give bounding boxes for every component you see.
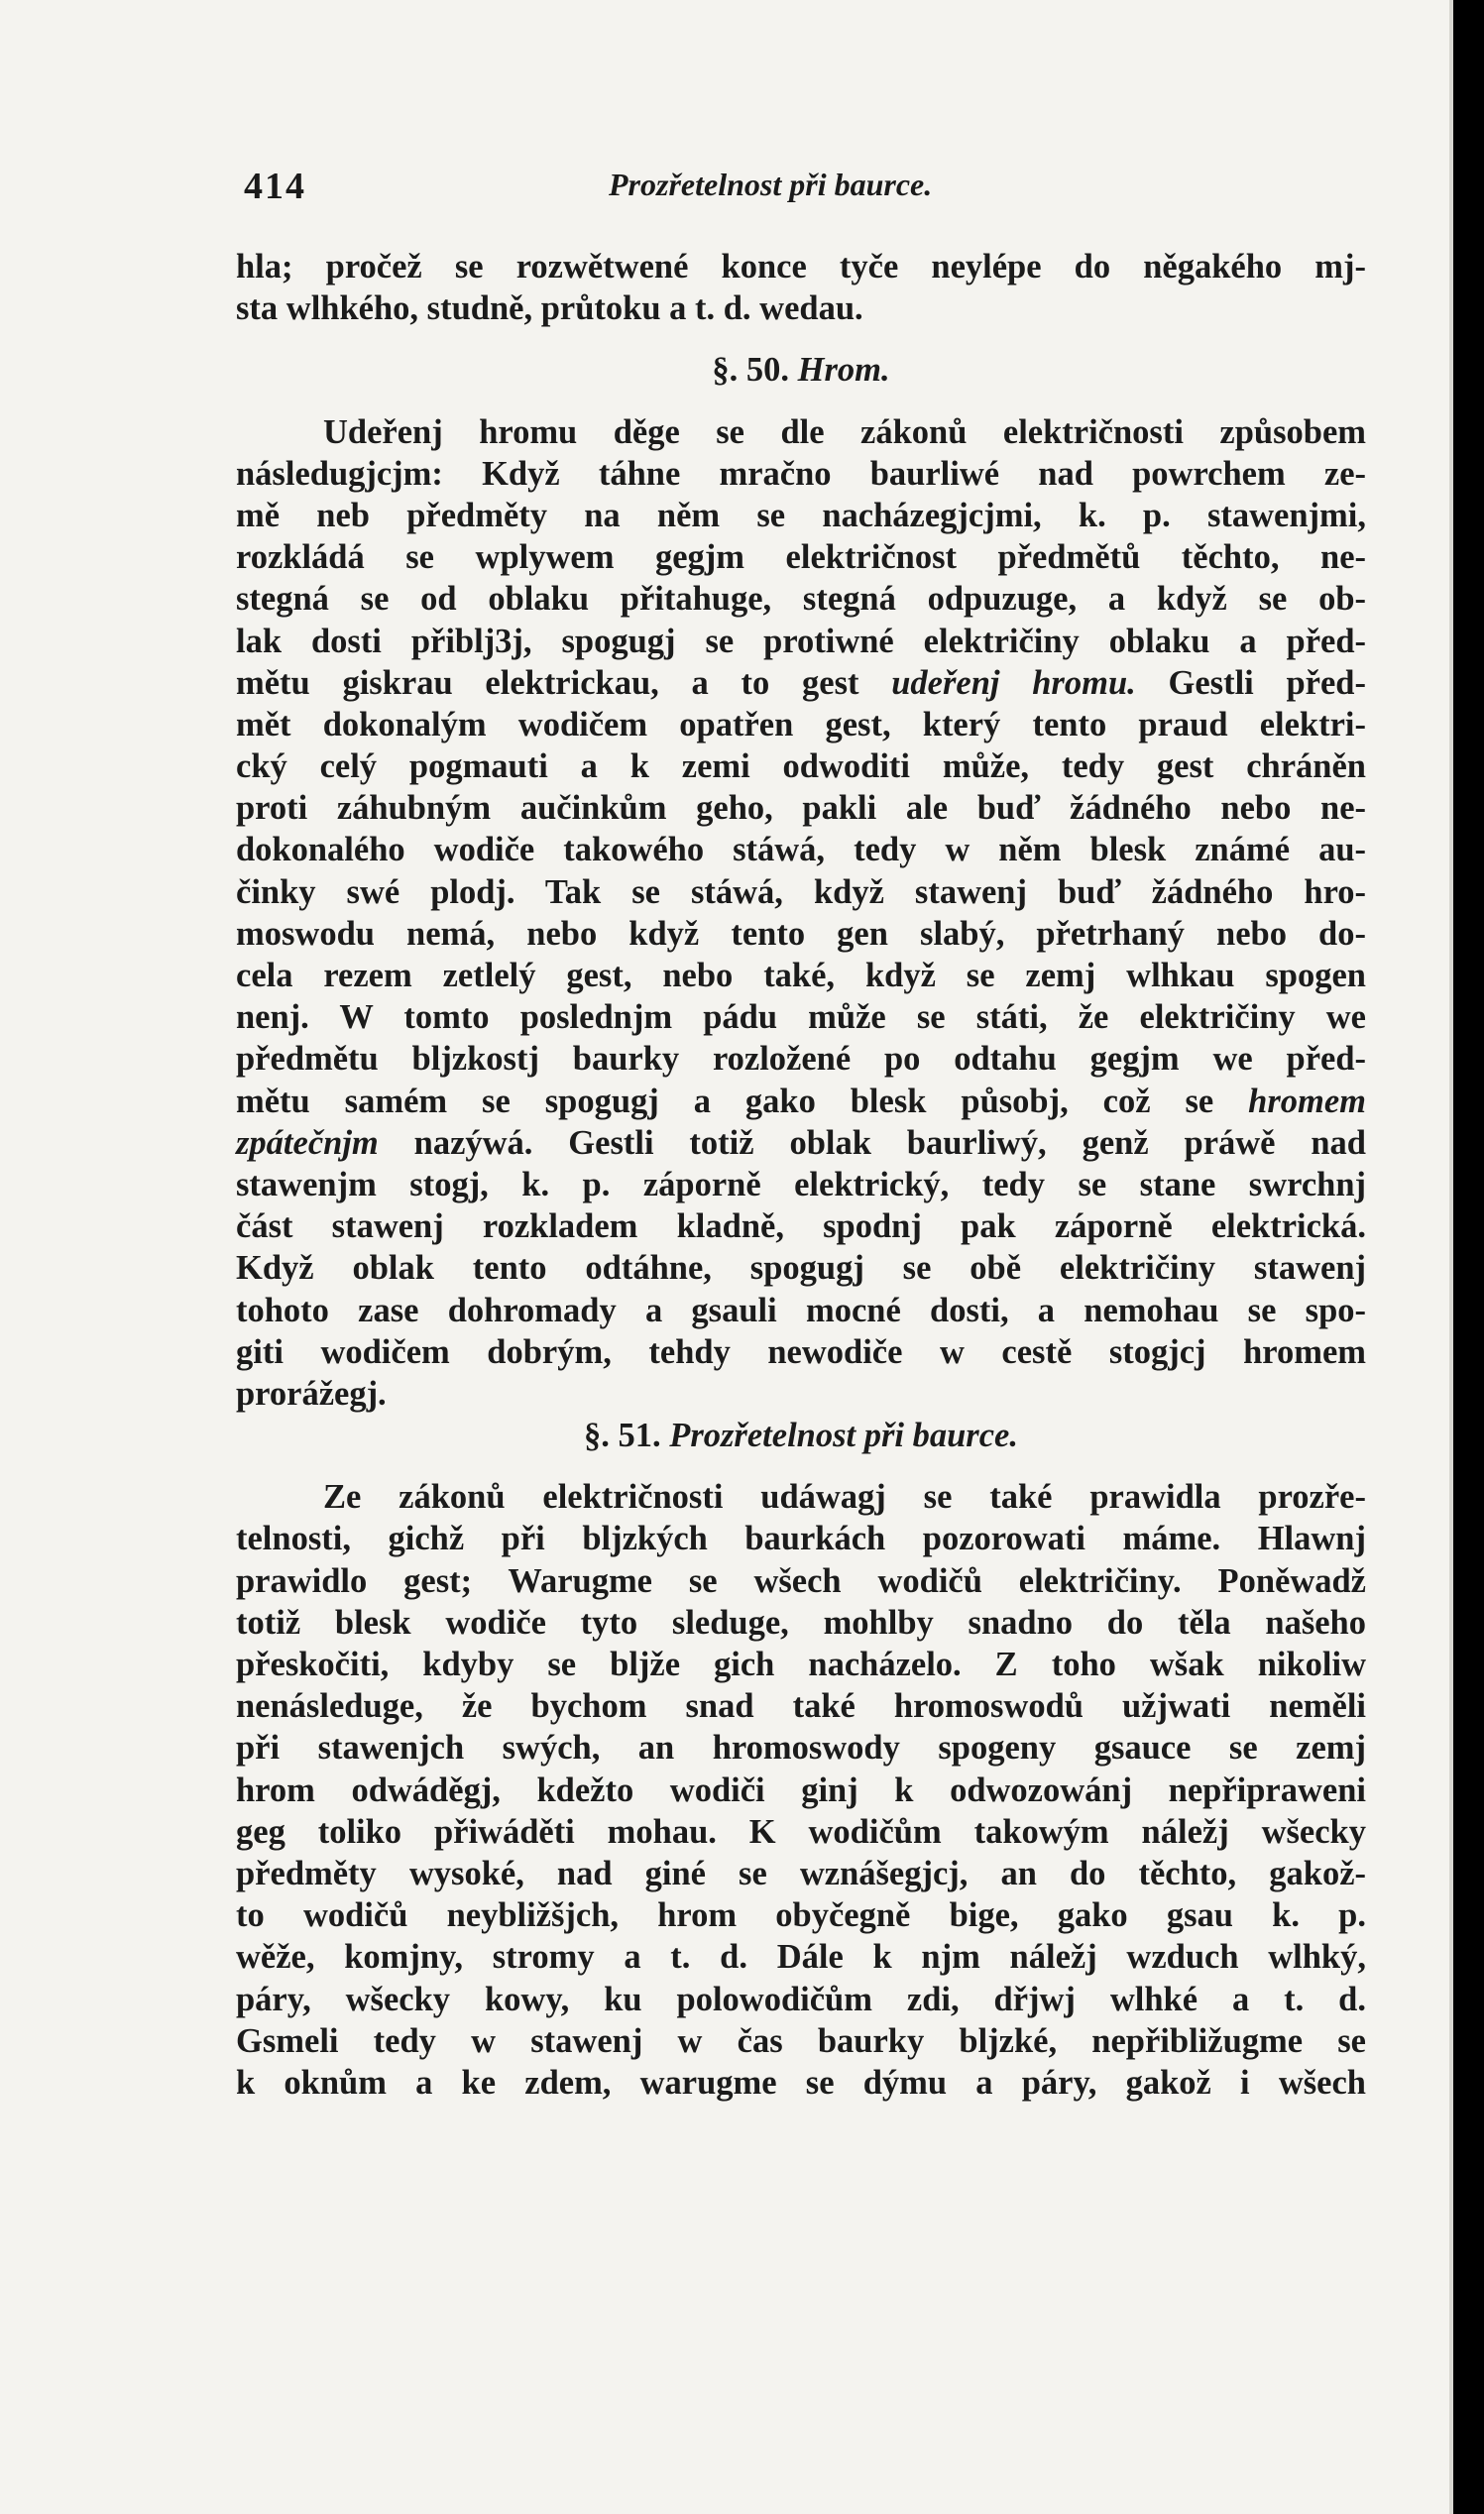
text-run: Gestli před- <box>1135 663 1366 702</box>
text-line: páry, wšecky kowy, ku polowodičům zdi, dřjwj wlhké a t. d. <box>236 1980 1366 2018</box>
text-line: nenásleduge, že bychom snad také hromoswodů užjwati neměli <box>236 1687 1366 1726</box>
text-line: stawenjm stogj, k. p. záporně elektrický, tedy se stane swrchnj <box>236 1165 1366 1203</box>
page-number: 414 <box>244 166 306 207</box>
text-line: geg toliko přiwáděti mohau. K wodičům takowým náležj wšecky <box>236 1812 1366 1851</box>
text-line <box>236 1081 1366 1122</box>
text-line: předmětu bljzkostj baurky rozložené po odtahu gegjm we před- <box>236 1040 1366 1079</box>
text-line: část stawenj rozkladem kladně, spodnj pak záporně elektrická. <box>236 1207 1366 1246</box>
text-line: stegná se od oblaku přitahuge, stegná odpuzuge, a když se ob- <box>236 580 1366 619</box>
text-line: to wodičů neybližšjch, hrom obyčegně bige, gako gsau k. p. <box>236 1896 1366 1935</box>
emphasis-zpatecnim: zpátečnjm <box>236 1123 379 1162</box>
text-run: mětu giskrau elektrickau, a to gest <box>236 663 892 702</box>
text-line: lak dosti přiblj3j, spogugj se protiwné električiny oblaku a před- <box>236 622 1366 660</box>
section-title: Hrom. <box>797 351 890 390</box>
text-line: nenj. W tomto poslednjm pádu může se státi, že električiny we <box>236 998 1366 1037</box>
section-heading-50 <box>236 349 1366 391</box>
text-line: dokonalého wodiče takowého stáwá, tedy w něm blesk známé au- <box>236 831 1366 869</box>
text-line: moswodu nemá, nebo když tento gen slabý, přetrhaný nebo do- <box>236 914 1366 953</box>
text-line: totiž blesk wodiče tyto sleduge, mohlby snadno do těla našeho <box>236 1603 1366 1642</box>
text-line: při stawenjch swých, an hromoswody spogeny gsauce se zemj <box>236 1729 1366 1768</box>
text-line: přeskočiti, kdyby se bljže gich nacházelo. Z toho wšak nikoliw <box>236 1646 1366 1683</box>
text-line: wěže, komjny, stromy a t. d. Dále k njm náležj wzduch wlhký, <box>236 1938 1366 1977</box>
section-number: §. 51. <box>584 1417 661 1455</box>
body-text <box>236 246 1366 2104</box>
section-number: §. 50. <box>712 351 789 390</box>
text-line: mě neb předměty na něm se nacházegjcjmi, k. p. stawenjmi, <box>236 496 1366 534</box>
text-line: činky swé plodj. Tak se stáwá, když stawenj buď žádného hro- <box>236 872 1366 911</box>
running-title: Prozřetelnost při baurce. <box>609 167 933 202</box>
spacer <box>236 329 1366 349</box>
section-heading-51 <box>236 1415 1366 1456</box>
text-line: giti wodičem dobrým, tehdy newodiče w cestě stogjcj hromem <box>236 1332 1366 1371</box>
text-line: cký celý pogmauti a k zemi odwoditi může, tedy gest chráněn <box>236 747 1366 786</box>
text-line: Ze zákonů električnosti udáwagj se také prawidla prozře- <box>323 1478 1366 1517</box>
emphasis-udereni: udeřenj hromu. <box>891 663 1136 702</box>
text-line: předměty wysoké, nad giné se wznášegjcj, an do těchto, gakož- <box>236 1854 1366 1892</box>
text-line: Gsmeli tedy w stawenj w čas baurky bljzké, nepřibližugme se <box>236 2021 1366 2060</box>
text-run: nazýwá. Gestli totiž oblak baurliwý, genž práwě nad <box>378 1123 1366 1162</box>
text-line: mět dokonalým wodičem opatřen gest, který tento praud elektri- <box>236 705 1366 743</box>
text-line: cela rezem zetlelý gest, nebo také, když se zemj wlhkau spogen <box>236 957 1366 994</box>
text-line: tohoto zase dohromady a gsauli mocné dosti, a nemohau se spo- <box>236 1291 1366 1329</box>
section-title: Prozřetelnost při baurce. <box>669 1417 1018 1455</box>
spacer <box>236 1456 1366 1476</box>
text-line: Když oblak tento odtáhne, spogugj se obě električiny stawenj <box>236 1249 1366 1288</box>
text-line: proti záhubným aučinkům geho, pakli ale buď žádného nebo ne- <box>236 789 1366 828</box>
text-run: mětu samém se spogugj a gako blesk působj, což se <box>236 1082 1249 1120</box>
text-line: rozkládá se wplywem gegjm električnost předmětů těchto, ne- <box>236 538 1366 577</box>
text-line <box>236 662 1366 704</box>
page-header <box>244 165 1384 207</box>
spacer <box>236 392 1366 411</box>
text-line: sta wlhkého, studně, průtoku a t. d. wedau. <box>236 289 863 328</box>
text-line: telnosti, gichž při bljzkých baurkách pozorowati máme. Hlawnj <box>236 1520 1366 1558</box>
text-line: následugjcjm: Když táhne mračno baurliwé nad powrchem ze- <box>236 454 1366 493</box>
text-line: prawidlo gest; Warugme se wšech wodičů električiny. Poněwadž <box>236 1561 1366 1600</box>
text-line: Udeřenj hromu děge se dle zákonů električnosti způsobem <box>323 412 1366 451</box>
text-line: prorážegj. <box>236 1374 387 1413</box>
emphasis-hromem: hromem <box>1248 1082 1366 1120</box>
text-line: hla; pročež se rozwětwené konce tyče neylépe do něgakého mj- <box>236 248 1366 286</box>
text-line: hrom odwáděgj, kdežto wodiči ginj k odwozowánj nepřipraweni <box>236 1771 1366 1809</box>
text-line: k oknům a ke zdem, warugme se dýmu a páry, gakož i wšech <box>236 2063 1366 2102</box>
text-line <box>236 1122 1366 1164</box>
